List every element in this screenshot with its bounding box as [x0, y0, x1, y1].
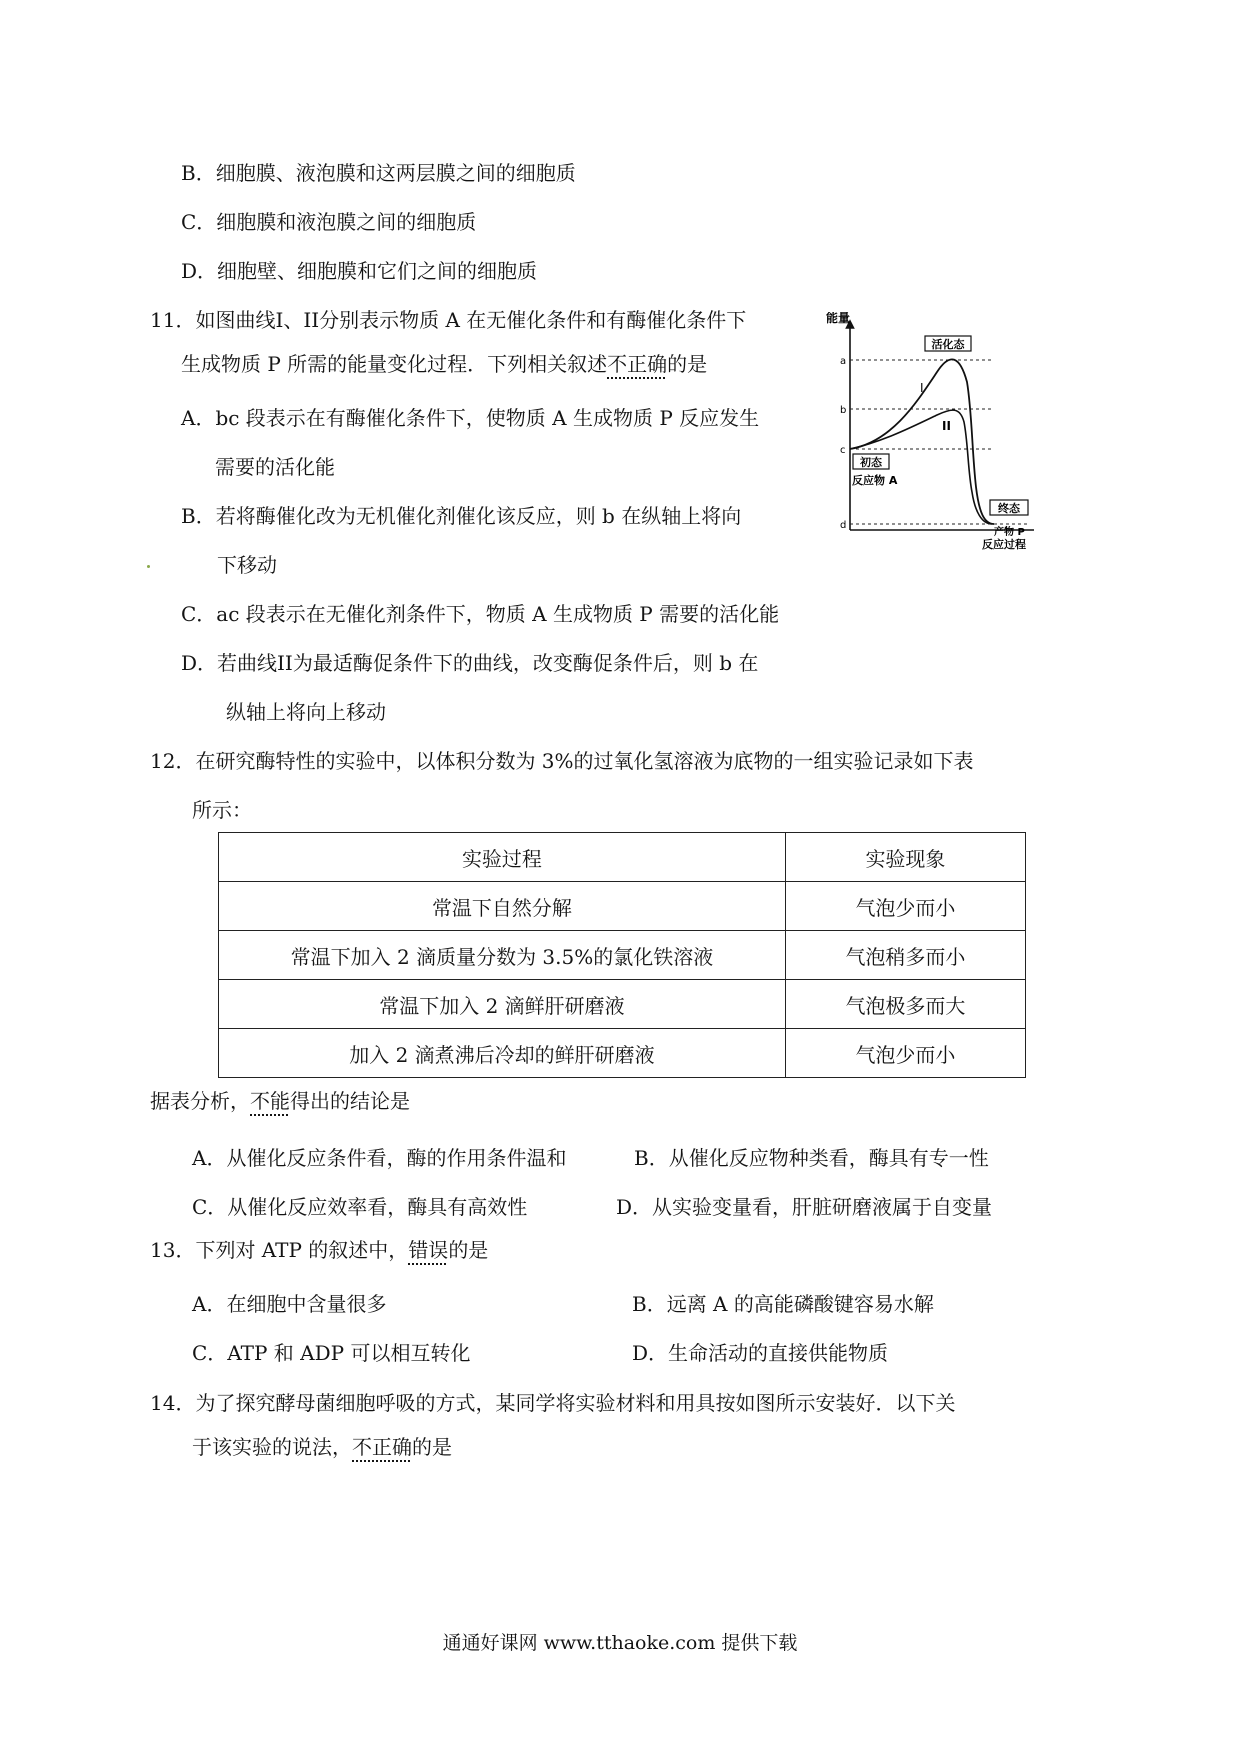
tick-b: b — [840, 405, 847, 416]
y-axis-label: 能量 — [826, 312, 851, 325]
reactant-label: 反应物 A — [852, 474, 898, 487]
table-row — [219, 931, 1026, 980]
q11-option-d-line2: 纵轴上将向上移动 — [226, 700, 386, 724]
q14-stem-line1: 14．为了探究酵母菌细胞呼吸的方式，某同学将实验材料和用具按如图所示安装好．以下关 — [150, 1391, 956, 1415]
tick-d: d — [840, 520, 847, 531]
q11-option-d-line1: D．若曲线II为最适酶促条件下的曲线，改变酶促条件后，则 b 在 — [181, 651, 759, 675]
table-cell: 气泡极多而大 — [785, 980, 1025, 1029]
tick-a: a — [840, 356, 847, 367]
page-footer: 通通好课网 www.tthaoke.com 提供下载 — [442, 1632, 798, 1654]
table-cell: 气泡少而小 — [785, 1029, 1025, 1078]
q13-option-b: B．远离 A 的高能磷酸键容易水解 — [632, 1292, 934, 1316]
q12-analysis-text: 据表分析， — [150, 1089, 250, 1113]
curve-i-label: I — [920, 381, 924, 395]
experiment-table — [218, 832, 1026, 1078]
q11-option-a-line1: A．bc 段表示在有酶催化条件下，使物质 A 生成物质 P 反应发生 — [181, 406, 760, 430]
initial-state-label: 初态 — [860, 456, 882, 469]
q11-emphasis: 不正确 — [607, 352, 668, 376]
q12-option-a: A．从催化反应条件看，酶的作用条件温和 — [192, 1146, 567, 1170]
q14-emphasis: 不正确 — [352, 1435, 412, 1459]
q13-emphasis: 错误 — [408, 1238, 449, 1262]
table-header: 实验现象 — [785, 833, 1025, 882]
tick-c: c — [840, 445, 846, 456]
q12-analysis-line — [150, 1088, 410, 1114]
q11-option-b-line1: B．若将酶催化改为无机催化剂催化该反应，则 b 在纵轴上将向 — [181, 504, 742, 528]
table-cell: 常温下加入 2 滴质量分数为 3.5%的氯化铁溶液 — [219, 931, 786, 980]
q11-option-c: C．ac 段表示在无催化剂条件下，物质 A 生成物质 P 需要的活化能 — [181, 602, 780, 626]
q10-option-b: B．细胞膜、液泡膜和这两层膜之间的细胞质 — [181, 161, 576, 185]
table-cell: 气泡少而小 — [785, 882, 1025, 931]
q13-option-c: C．ATP 和 ADP 可以相互转化 — [192, 1341, 471, 1365]
q10-option-d: D．细胞壁、细胞膜和它们之间的细胞质 — [181, 259, 538, 283]
q12-stem-line2: 所示： — [192, 798, 252, 822]
q14-stem-tail: 的是 — [412, 1435, 452, 1459]
q13-stem-text: 13．下列对 ATP 的叙述中， — [150, 1238, 409, 1262]
q12-option-c: C．从催化反应效率看，酶具有高效性 — [192, 1195, 528, 1219]
q11-option-a-line2: 需要的活化能 — [215, 455, 335, 479]
active-state-label: 活化态 — [931, 338, 965, 351]
table-row — [219, 980, 1026, 1029]
final-state-label: 终态 — [998, 502, 1020, 515]
q11-option-b-line2: 下移动 — [217, 553, 277, 577]
curve-ii-label: II — [942, 419, 951, 433]
product-label: 产物 P — [994, 527, 1025, 538]
q10-option-c: C．细胞膜和液泡膜之间的细胞质 — [181, 210, 477, 234]
table-row — [219, 1029, 1026, 1078]
q11-stem-text: 生成物质 P 所需的能量变化过程．下列相关叙述 — [181, 352, 608, 376]
q13-option-a: A．在细胞中含量很多 — [192, 1292, 387, 1316]
q13-option-d: D．生命活动的直接供能物质 — [632, 1341, 889, 1365]
q11-stem-line1: 11．如图曲线I、II分别表示物质 A 在无催化条件和有酶催化条件下 — [150, 308, 747, 332]
table-cell: 常温下加入 2 滴鲜肝研磨液 — [219, 980, 786, 1029]
table-cell: 加入 2 滴煮沸后冷却的鲜肝研磨液 — [219, 1029, 786, 1078]
stray-mark — [147, 565, 150, 568]
energy-diagram — [822, 312, 1042, 552]
table-header-row — [219, 833, 1026, 882]
q11-stem-tail: 的是 — [667, 352, 708, 376]
table-cell: 气泡稍多而小 — [785, 931, 1025, 980]
table-row — [219, 882, 1026, 931]
q14-stem-text: 于该实验的说法， — [192, 1435, 352, 1459]
q12-emphasis: 不能 — [250, 1089, 290, 1113]
q12-stem-line1: 12．在研究酶特性的实验中，以体积分数为 3%的过氧化氢溶液为底物的一组实验记录如下表 — [150, 749, 974, 773]
q14-stem-line2 — [192, 1434, 452, 1460]
x-axis-label: 反应过程 — [982, 538, 1026, 551]
table-header: 实验过程 — [219, 833, 786, 882]
q12-option-b: B．从催化反应物种类看，酶具有专一性 — [634, 1146, 989, 1170]
q11-stem-line2 — [181, 351, 707, 377]
q13-stem-tail: 的是 — [448, 1238, 489, 1262]
q12-option-d: D．从实验变量看，肝脏研磨液属于自变量 — [616, 1195, 993, 1219]
q13-stem — [150, 1237, 488, 1263]
table-cell: 常温下自然分解 — [219, 882, 786, 931]
q12-analysis-tail: 得出的结论是 — [290, 1089, 410, 1113]
